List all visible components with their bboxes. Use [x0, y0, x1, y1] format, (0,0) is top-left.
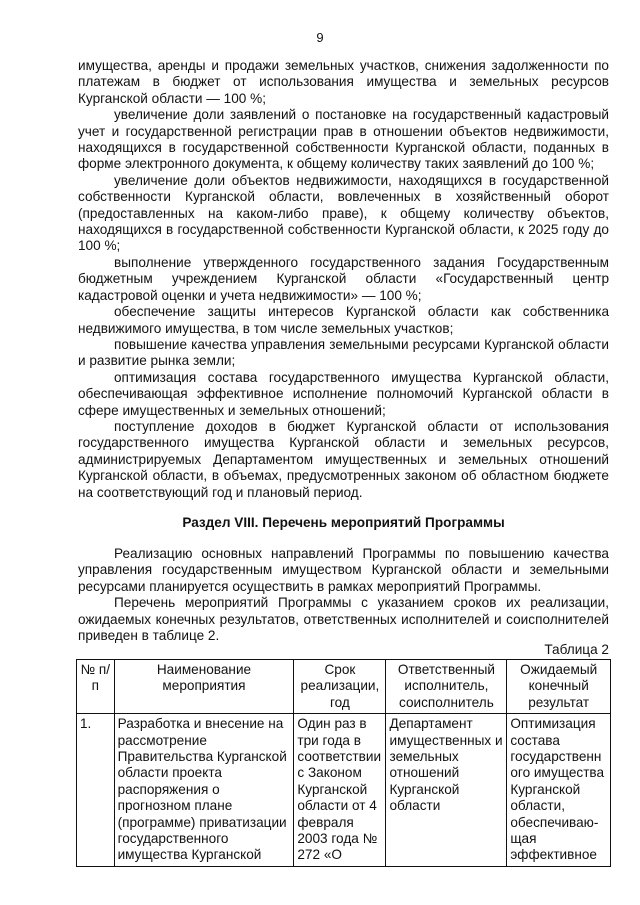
programme-table [76, 659, 611, 867]
paragraph: оптимизация состава государственного имущества Курганской области, обеспечивающая эффективное исполнение полномочий Курганской области в сфере имущественных и земельных отношений; [78, 369, 609, 418]
body-text [78, 58, 609, 501]
paragraph: увеличение доли объектов недвижимости, находящихся в государственной собственности Курганской области, вовлеченных в хозяйственный оборот (предоставленных на каком-либо праве), к общему количеству объектов, находящихся в государственной собственности Курганской области, к 2025 году до 100 %; [78, 172, 609, 254]
table-row [77, 714, 611, 867]
paragraph: выполнение утвержденного государственного задания Государственным бюджетным учреждением Курганской области «Государственный центр кадастровой оценки и учета недвижимости» — 100 %; [78, 254, 609, 303]
column-header-term: Срок реализации, год [294, 660, 386, 714]
table-cell-executor: Департамент имущественных и земельных отношений Курганской области [386, 714, 507, 867]
table-cell-number: 1. [77, 714, 115, 867]
section-body-text [78, 546, 609, 644]
paragraph: повышение качества управления земельными ресурсами Курганской области и развитие рынка земли; [78, 336, 609, 369]
column-header-number: № п/п [77, 660, 115, 714]
table-cell-result: Оптимизация состава государственн ого имущества Курганской области, обеспечиваю-щая эффективное [507, 714, 611, 867]
paragraph: поступление доходов в бюджет Курганской области от использования государственного имущества Курганской области и земельных ресурсов, администрируемых Департаментом имущественных и земельных отношений Курганской области, в объемах, предусмотренных законом об областном бюджете на соответствующий год и плановый период. [78, 418, 609, 500]
page-number: 9 [316, 30, 324, 45]
table-caption: Таблица 2 [544, 642, 609, 657]
column-header-name: Наименование мероприятия [114, 660, 294, 714]
table-cell-term: Один раз в три года в соответствии с Законом Курганской области от 4 февраля 2003 года № 272 «О [294, 714, 386, 867]
column-header-result: Ожидаемый конечный результат [507, 660, 611, 714]
column-header-executor: Ответственный исполнитель, соисполнитель [386, 660, 507, 714]
table-cell-name: Разработка и внесение на рассмотрение Правительства Курганской области проекта распоряжения о прогнозном плане (программе) приватизации государственного имущества Курганской [114, 714, 294, 867]
section-title: Раздел VIII. Перечень мероприятий Программы [182, 515, 505, 530]
paragraph: обеспечение защиты интересов Курганской области как собственника недвижимого имущества, в том числе земельных участков; [78, 304, 609, 336]
paragraph: Реализацию основных направлений Программы по повышению качества управления государственным имуществом Курганской области и земельными ресурсами планируется осуществить в рамках мероприятий Программы. [78, 546, 609, 594]
paragraph: имущества, аренды и продажи земельных участков, снижения задолженности по платежам в бюджет от использования имущества и земельных ресурсов Курганской области — 100 %; [78, 58, 609, 106]
paragraph: увеличение доли заявлений о постановке на государственный кадастровый учет и государственной регистрации прав в отношении объектов недвижимости, находящихся в государственной собственности Курганской области, поданных в форме электронного документа, к общему количеству таких заявлений до 100 %; [78, 107, 609, 172]
paragraph: Перечень мероприятий Программы с указанием сроков их реализации, ожидаемых конечных результатов, ответственных исполнителей и соисполнителей приведен в таблице 2. [78, 595, 609, 644]
table-header-row [77, 660, 611, 714]
